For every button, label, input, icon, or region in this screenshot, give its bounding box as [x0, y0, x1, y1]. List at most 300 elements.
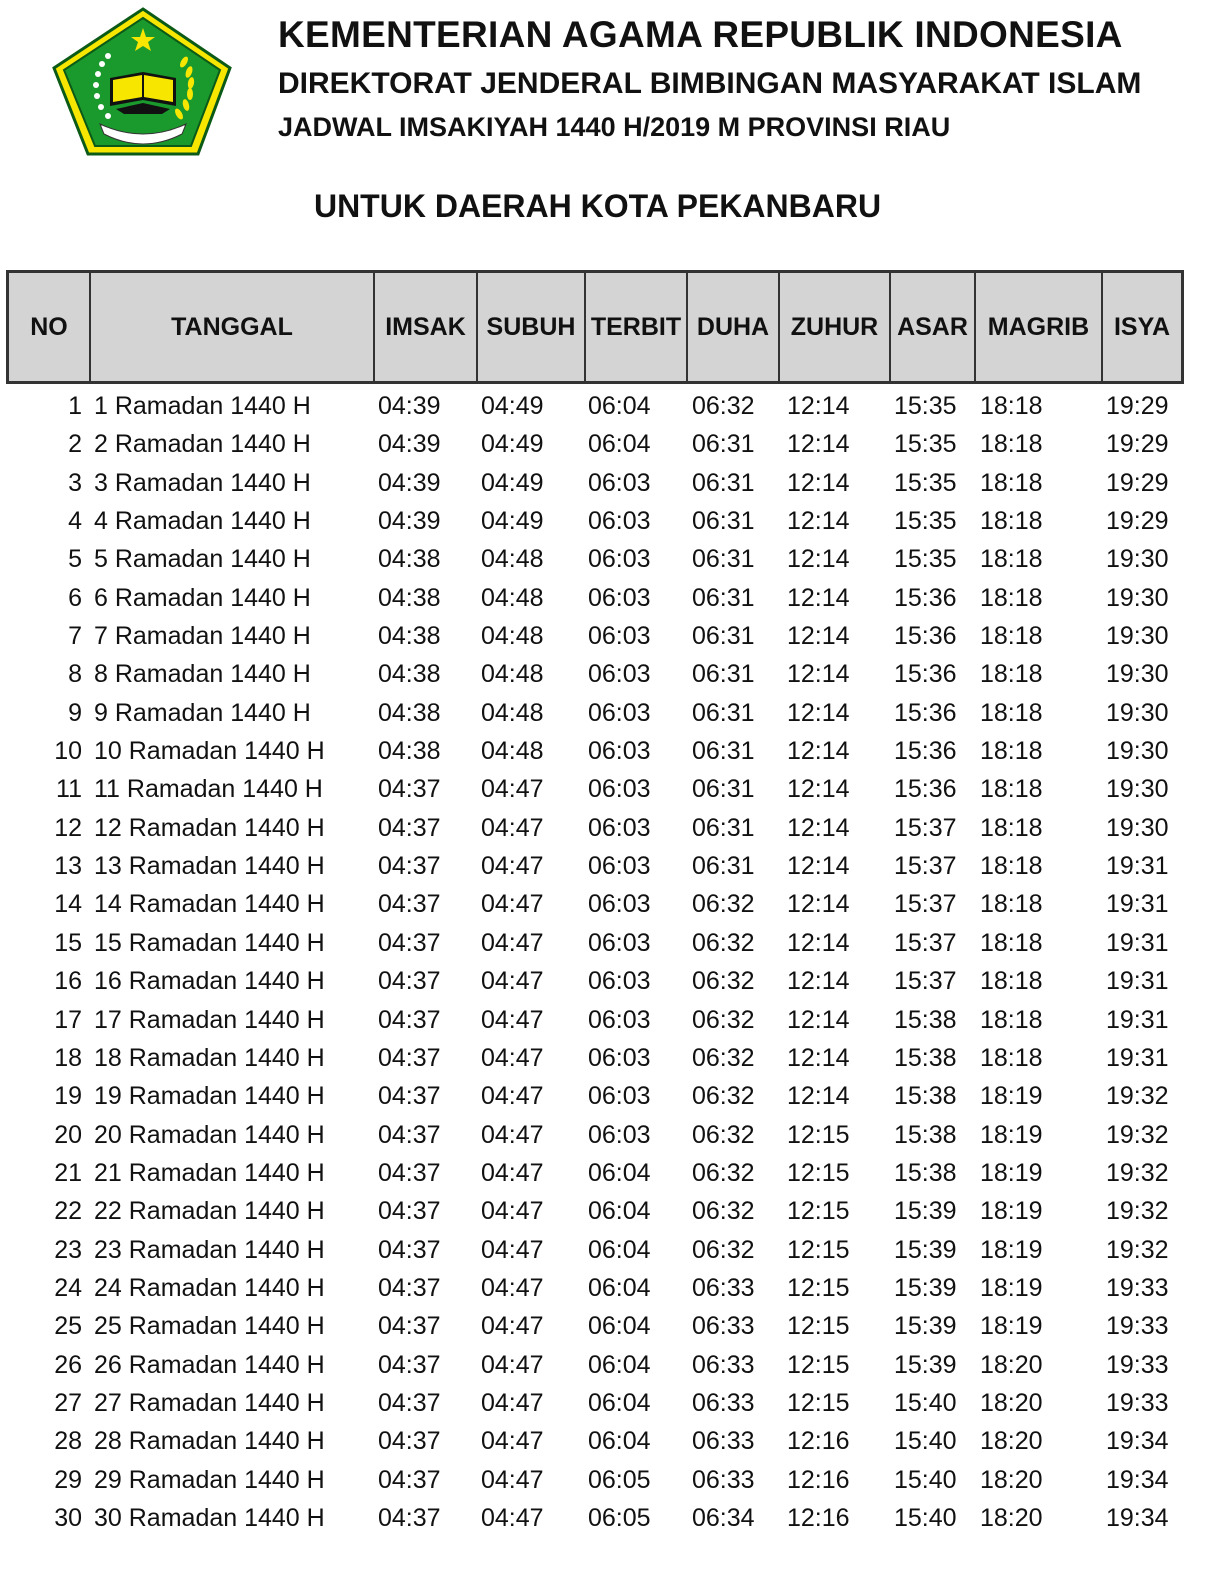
row-zuhur: 12:14 — [787, 698, 850, 727]
row-asar: 15:38 — [894, 1120, 957, 1149]
row-magrib: 18:18 — [980, 583, 1043, 612]
row-date: 11 Ramadan 1440 H — [94, 775, 323, 804]
row-asar: 15:35 — [894, 468, 957, 497]
row-date: 30 Ramadan 1440 H — [94, 1503, 325, 1532]
row-terbit: 06:03 — [588, 967, 651, 996]
row-number: 29 — [54, 1465, 82, 1494]
row-duha: 06:32 — [692, 1235, 755, 1264]
row-zuhur: 12:14 — [787, 1082, 850, 1111]
row-number: 23 — [54, 1235, 82, 1264]
row-isya: 19:31 — [1106, 967, 1169, 996]
row-terbit: 06:03 — [588, 468, 651, 497]
table-row — [0, 847, 1207, 885]
row-date: 23 Ramadan 1440 H — [94, 1235, 325, 1264]
row-subuh: 04:49 — [481, 468, 544, 497]
row-zuhur: 12:14 — [787, 545, 850, 574]
row-magrib: 18:19 — [980, 1120, 1043, 1149]
row-terbit: 06:04 — [588, 1388, 651, 1417]
row-subuh: 04:47 — [481, 1043, 544, 1072]
row-asar: 15:37 — [894, 890, 957, 919]
row-terbit: 06:03 — [588, 852, 651, 881]
row-magrib: 18:18 — [980, 698, 1043, 727]
row-isya: 19:29 — [1106, 507, 1169, 536]
row-duha: 06:31 — [692, 698, 755, 727]
row-asar: 15:39 — [894, 1350, 957, 1379]
row-subuh: 04:47 — [481, 1158, 544, 1187]
row-number: 6 — [68, 583, 82, 612]
row-zuhur: 12:15 — [787, 1388, 850, 1417]
table-row — [0, 770, 1207, 808]
row-number: 30 — [54, 1503, 82, 1532]
row-isya: 19:32 — [1106, 1120, 1169, 1149]
row-asar: 15:37 — [894, 967, 957, 996]
row-subuh: 04:47 — [481, 967, 544, 996]
row-isya: 19:34 — [1106, 1427, 1169, 1456]
row-zuhur: 12:14 — [787, 622, 850, 651]
row-number: 21 — [54, 1158, 82, 1187]
row-subuh: 04:48 — [481, 545, 544, 574]
row-duha: 06:32 — [692, 1043, 755, 1072]
row-number: 4 — [68, 507, 82, 536]
row-number: 12 — [54, 813, 82, 842]
row-duha: 06:34 — [692, 1503, 755, 1532]
row-imsak: 04:37 — [378, 1197, 441, 1226]
row-date: 27 Ramadan 1440 H — [94, 1388, 325, 1417]
row-imsak: 04:37 — [378, 1043, 441, 1072]
column-header-imsak: IMSAK — [375, 273, 478, 381]
row-date: 22 Ramadan 1440 H — [94, 1197, 325, 1226]
schedule-title: JADWAL IMSAKIYAH 1440 H/2019 M PROVINSI RIAU — [278, 112, 951, 142]
row-zuhur: 12:15 — [787, 1312, 850, 1341]
row-magrib: 18:18 — [980, 852, 1043, 881]
row-imsak: 04:38 — [378, 698, 441, 727]
row-duha: 06:33 — [692, 1388, 755, 1417]
row-asar: 15:39 — [894, 1197, 957, 1226]
row-date: 16 Ramadan 1440 H — [94, 967, 325, 996]
row-magrib: 18:18 — [980, 737, 1043, 766]
row-imsak: 04:37 — [378, 1082, 441, 1111]
row-zuhur: 12:15 — [787, 1197, 850, 1226]
row-imsak: 04:37 — [378, 1120, 441, 1149]
row-imsak: 04:37 — [378, 967, 441, 996]
row-number: 27 — [54, 1388, 82, 1417]
column-header-tanggal: TANGGAL — [91, 273, 375, 381]
row-subuh: 04:47 — [481, 928, 544, 957]
table-row — [0, 962, 1207, 1000]
row-asar: 15:39 — [894, 1235, 957, 1264]
row-asar: 15:36 — [894, 698, 957, 727]
row-asar: 15:38 — [894, 1158, 957, 1187]
row-terbit: 06:04 — [588, 1273, 651, 1302]
row-terbit: 06:04 — [588, 1312, 651, 1341]
row-zuhur: 12:14 — [787, 737, 850, 766]
row-asar: 15:39 — [894, 1273, 957, 1302]
row-zuhur: 12:16 — [787, 1427, 850, 1456]
row-magrib: 18:18 — [980, 1005, 1043, 1034]
row-subuh: 04:49 — [481, 392, 544, 420]
row-subuh: 04:47 — [481, 1427, 544, 1456]
table-row — [0, 694, 1207, 732]
row-asar: 15:36 — [894, 775, 957, 804]
row-magrib: 18:18 — [980, 392, 1043, 420]
row-asar: 15:40 — [894, 1465, 957, 1494]
row-terbit: 06:03 — [588, 698, 651, 727]
row-isya: 19:31 — [1106, 1005, 1169, 1034]
row-number: 28 — [54, 1427, 82, 1456]
table-row — [0, 579, 1207, 617]
row-number: 18 — [54, 1043, 82, 1072]
table-row — [0, 617, 1207, 655]
row-zuhur: 12:14 — [787, 468, 850, 497]
row-date: 26 Ramadan 1440 H — [94, 1350, 325, 1379]
row-asar: 15:37 — [894, 928, 957, 957]
row-date: 14 Ramadan 1440 H — [94, 890, 325, 919]
row-date: 2 Ramadan 1440 H — [94, 430, 311, 459]
table-row — [0, 1422, 1207, 1460]
table-row — [0, 464, 1207, 502]
row-subuh: 04:47 — [481, 890, 544, 919]
kementerian-agama-logo — [50, 6, 236, 158]
row-duha: 06:32 — [692, 1005, 755, 1034]
row-terbit: 06:03 — [588, 1082, 651, 1111]
row-number: 24 — [54, 1273, 82, 1302]
row-magrib: 18:19 — [980, 1235, 1043, 1264]
row-asar: 15:40 — [894, 1388, 957, 1417]
row-magrib: 18:19 — [980, 1273, 1043, 1302]
table-row — [0, 502, 1207, 540]
table-row — [0, 425, 1207, 463]
row-imsak: 04:39 — [378, 468, 441, 497]
row-imsak: 04:37 — [378, 1503, 441, 1532]
table-row — [0, 1307, 1207, 1345]
row-zuhur: 12:15 — [787, 1273, 850, 1302]
row-isya: 19:31 — [1106, 852, 1169, 881]
row-terbit: 06:03 — [588, 928, 651, 957]
row-asar: 15:36 — [894, 737, 957, 766]
row-zuhur: 12:16 — [787, 1465, 850, 1494]
row-zuhur: 12:14 — [787, 430, 850, 459]
column-header-duha: DUHA — [688, 273, 780, 381]
row-duha: 06:32 — [692, 1120, 755, 1149]
row-isya: 19:30 — [1106, 583, 1169, 612]
table-row — [0, 540, 1207, 578]
row-subuh: 04:47 — [481, 1197, 544, 1226]
row-asar: 15:38 — [894, 1005, 957, 1034]
table-body — [0, 387, 1207, 1537]
row-isya: 19:34 — [1106, 1465, 1169, 1494]
row-subuh: 04:47 — [481, 1082, 544, 1111]
row-magrib: 18:18 — [980, 928, 1043, 957]
ministry-title: KEMENTERIAN AGAMA REPUBLIK INDONESIA — [278, 14, 1123, 55]
row-imsak: 04:37 — [378, 1350, 441, 1379]
row-date: 19 Ramadan 1440 H — [94, 1082, 325, 1111]
row-number: 26 — [54, 1350, 82, 1379]
row-subuh: 04:47 — [481, 813, 544, 842]
row-zuhur: 12:15 — [787, 1350, 850, 1379]
row-number: 14 — [54, 890, 82, 919]
row-terbit: 06:04 — [588, 1158, 651, 1187]
row-isya: 19:29 — [1106, 430, 1169, 459]
row-asar: 15:35 — [894, 545, 957, 574]
row-duha: 06:32 — [692, 967, 755, 996]
row-duha: 06:31 — [692, 507, 755, 536]
row-number: 3 — [68, 468, 82, 497]
row-asar: 15:38 — [894, 1082, 957, 1111]
row-duha: 06:31 — [692, 660, 755, 689]
row-magrib: 18:20 — [980, 1465, 1043, 1494]
row-imsak: 04:37 — [378, 1235, 441, 1264]
table-row — [0, 1192, 1207, 1230]
row-isya: 19:31 — [1106, 928, 1169, 957]
row-magrib: 18:18 — [980, 1043, 1043, 1072]
row-isya: 19:30 — [1106, 813, 1169, 842]
row-zuhur: 12:15 — [787, 1120, 850, 1149]
row-isya: 19:29 — [1106, 392, 1169, 420]
row-isya: 19:32 — [1106, 1158, 1169, 1187]
column-header-magrib: MAGRIB — [976, 273, 1103, 381]
row-subuh: 04:47 — [481, 1503, 544, 1532]
row-zuhur: 12:14 — [787, 583, 850, 612]
row-duha: 06:33 — [692, 1465, 755, 1494]
row-number: 13 — [54, 852, 82, 881]
row-zuhur: 12:15 — [787, 1158, 850, 1187]
row-imsak: 04:37 — [378, 1388, 441, 1417]
column-header-subuh: SUBUH — [478, 273, 586, 381]
column-header-zuhur: ZUHUR — [780, 273, 891, 381]
row-asar: 15:35 — [894, 430, 957, 459]
row-asar: 15:35 — [894, 507, 957, 536]
row-magrib: 18:20 — [980, 1427, 1043, 1456]
column-header-asar: ASAR — [891, 273, 976, 381]
row-terbit: 06:03 — [588, 813, 651, 842]
row-date: 29 Ramadan 1440 H — [94, 1465, 325, 1494]
row-imsak: 04:37 — [378, 775, 441, 804]
region-subtitle-text: UNTUK DAERAH KOTA PEKANBARU — [313, 188, 882, 224]
row-date: 13 Ramadan 1440 H — [94, 852, 325, 881]
row-number: 9 — [68, 698, 82, 727]
row-magrib: 18:20 — [980, 1503, 1043, 1532]
row-duha: 06:33 — [692, 1427, 755, 1456]
row-zuhur: 12:14 — [787, 967, 850, 996]
row-isya: 19:29 — [1106, 468, 1169, 497]
row-subuh: 04:47 — [481, 1388, 544, 1417]
row-subuh: 04:47 — [481, 1005, 544, 1034]
row-duha: 06:32 — [692, 890, 755, 919]
row-magrib: 18:20 — [980, 1350, 1043, 1379]
row-asar: 15:38 — [894, 1043, 957, 1072]
row-zuhur: 12:14 — [787, 813, 850, 842]
row-subuh: 04:47 — [481, 1465, 544, 1494]
row-terbit: 06:03 — [588, 890, 651, 919]
column-header-terbit: TERBIT — [586, 273, 688, 381]
row-magrib: 18:18 — [980, 430, 1043, 459]
row-terbit: 06:04 — [588, 392, 651, 420]
row-asar: 15:40 — [894, 1503, 957, 1532]
row-magrib: 18:18 — [980, 775, 1043, 804]
row-imsak: 04:37 — [378, 1427, 441, 1456]
row-date: 4 Ramadan 1440 H — [94, 507, 311, 536]
row-duha: 06:31 — [692, 813, 755, 842]
row-terbit: 06:03 — [588, 1005, 651, 1034]
row-duha: 06:31 — [692, 852, 755, 881]
row-magrib: 18:18 — [980, 507, 1043, 536]
row-magrib: 18:18 — [980, 545, 1043, 574]
row-zuhur: 12:14 — [787, 1005, 850, 1034]
table-row — [0, 1116, 1207, 1154]
table-row — [0, 1077, 1207, 1115]
row-magrib: 18:18 — [980, 468, 1043, 497]
row-subuh: 04:48 — [481, 583, 544, 612]
row-duha: 06:33 — [692, 1273, 755, 1302]
row-isya: 19:30 — [1106, 622, 1169, 651]
row-terbit: 06:03 — [588, 737, 651, 766]
table-row — [0, 1499, 1207, 1537]
row-date: 25 Ramadan 1440 H — [94, 1312, 325, 1341]
row-imsak: 04:37 — [378, 928, 441, 957]
row-subuh: 04:47 — [481, 1350, 544, 1379]
table-row — [0, 1269, 1207, 1307]
table-row — [0, 1461, 1207, 1499]
row-imsak: 04:37 — [378, 1273, 441, 1302]
row-duha: 06:33 — [692, 1312, 755, 1341]
row-zuhur: 12:16 — [787, 1503, 850, 1532]
row-subuh: 04:49 — [481, 507, 544, 536]
row-duha: 06:32 — [692, 1082, 755, 1111]
row-number: 17 — [54, 1005, 82, 1034]
row-imsak: 04:39 — [378, 507, 441, 536]
row-imsak: 04:39 — [378, 430, 441, 459]
row-terbit: 06:05 — [588, 1503, 651, 1532]
row-isya: 19:33 — [1106, 1388, 1169, 1417]
row-date: 1 Ramadan 1440 H — [94, 392, 311, 420]
table-row — [0, 732, 1207, 770]
row-number: 5 — [68, 545, 82, 574]
row-isya: 19:32 — [1106, 1235, 1169, 1264]
row-magrib: 18:18 — [980, 622, 1043, 651]
row-date: 15 Ramadan 1440 H — [94, 928, 325, 957]
row-magrib: 18:18 — [980, 967, 1043, 996]
row-date: 17 Ramadan 1440 H — [94, 1005, 325, 1034]
table-row — [0, 1346, 1207, 1384]
row-duha: 06:32 — [692, 392, 755, 420]
row-number: 19 — [54, 1082, 82, 1111]
row-duha: 06:31 — [692, 468, 755, 497]
row-isya: 19:30 — [1106, 698, 1169, 727]
row-duha: 06:32 — [692, 1197, 755, 1226]
row-duha: 06:32 — [692, 1158, 755, 1187]
row-terbit: 06:04 — [588, 1427, 651, 1456]
row-duha: 06:31 — [692, 583, 755, 612]
table-row — [0, 1001, 1207, 1039]
row-zuhur: 12:14 — [787, 660, 850, 689]
row-imsak: 04:38 — [378, 622, 441, 651]
row-isya: 19:30 — [1106, 775, 1169, 804]
row-subuh: 04:48 — [481, 698, 544, 727]
row-number: 11 — [56, 775, 82, 804]
row-terbit: 06:03 — [588, 622, 651, 651]
row-subuh: 04:47 — [481, 1235, 544, 1264]
row-asar: 15:35 — [894, 392, 957, 420]
row-asar: 15:37 — [894, 813, 957, 842]
row-isya: 19:33 — [1106, 1312, 1169, 1341]
row-number: 22 — [54, 1197, 82, 1226]
table-row — [0, 1154, 1207, 1192]
row-terbit: 06:03 — [588, 1043, 651, 1072]
row-date: 8 Ramadan 1440 H — [94, 660, 311, 689]
row-magrib: 18:19 — [980, 1158, 1043, 1187]
row-terbit: 06:03 — [588, 545, 651, 574]
row-magrib: 18:19 — [980, 1197, 1043, 1226]
row-subuh: 04:48 — [481, 660, 544, 689]
row-terbit: 06:03 — [588, 1120, 651, 1149]
column-header-isya: ISYA — [1113, 313, 1171, 341]
row-isya: 19:31 — [1106, 1043, 1169, 1072]
row-duha: 06:32 — [692, 928, 755, 957]
row-number: 7 — [68, 622, 82, 651]
row-number: 20 — [54, 1120, 82, 1149]
row-terbit: 06:03 — [588, 583, 651, 612]
row-isya: 19:33 — [1106, 1350, 1169, 1379]
directorate-title: DIREKTORAT JENDERAL BIMBINGAN MASYARAKAT ISLAM — [278, 67, 1142, 100]
row-date: 28 Ramadan 1440 H — [94, 1427, 325, 1456]
row-magrib: 18:18 — [980, 813, 1043, 842]
row-terbit: 06:03 — [588, 660, 651, 689]
row-zuhur: 12:14 — [787, 890, 850, 919]
table-row — [0, 1231, 1207, 1269]
row-date: 6 Ramadan 1440 H — [94, 583, 311, 612]
row-imsak: 04:37 — [378, 1158, 441, 1187]
row-date: 9 Ramadan 1440 H — [94, 698, 311, 727]
row-date: 24 Ramadan 1440 H — [94, 1273, 325, 1302]
row-date: 18 Ramadan 1440 H — [94, 1043, 325, 1072]
row-zuhur: 12:14 — [787, 1043, 850, 1072]
row-subuh: 04:48 — [481, 622, 544, 651]
row-asar: 15:36 — [894, 622, 957, 651]
row-magrib: 18:18 — [980, 890, 1043, 919]
row-isya: 19:30 — [1106, 660, 1169, 689]
row-duha: 06:31 — [692, 622, 755, 651]
row-zuhur: 12:15 — [787, 1235, 850, 1264]
row-asar: 15:39 — [894, 1312, 957, 1341]
row-imsak: 04:38 — [378, 583, 441, 612]
row-imsak: 04:37 — [378, 852, 441, 881]
row-terbit: 06:03 — [588, 775, 651, 804]
row-subuh: 04:47 — [481, 1273, 544, 1302]
row-number: 25 — [54, 1312, 82, 1341]
row-subuh: 04:47 — [481, 1120, 544, 1149]
table-row — [0, 924, 1207, 962]
row-number: 2 — [68, 430, 82, 459]
row-zuhur: 12:14 — [787, 392, 850, 420]
row-terbit: 06:04 — [588, 430, 651, 459]
row-number: 1 — [68, 392, 82, 420]
row-terbit: 06:04 — [588, 1235, 651, 1264]
table-row — [0, 1384, 1207, 1422]
row-imsak: 04:37 — [378, 1312, 441, 1341]
row-magrib: 18:18 — [980, 660, 1043, 689]
row-imsak: 04:38 — [378, 737, 441, 766]
row-imsak: 04:37 — [378, 1465, 441, 1494]
table-row — [0, 885, 1207, 923]
row-subuh: 04:48 — [481, 737, 544, 766]
row-isya: 19:32 — [1106, 1082, 1169, 1111]
row-subuh: 04:47 — [481, 852, 544, 881]
row-duha: 06:31 — [692, 430, 755, 459]
emblem-icon — [50, 6, 236, 158]
row-imsak: 04:37 — [378, 813, 441, 842]
row-duha: 06:31 — [692, 775, 755, 804]
row-zuhur: 12:14 — [787, 852, 850, 881]
